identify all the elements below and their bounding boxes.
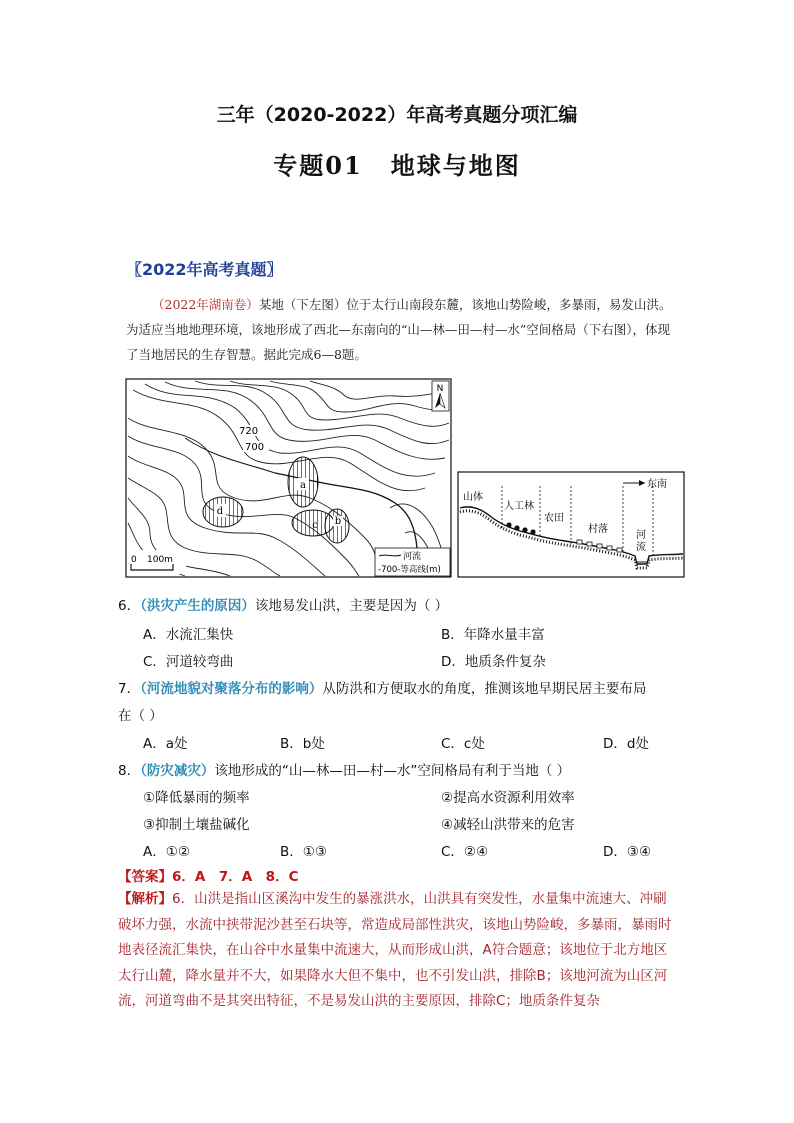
q6-option-c[interactable]: C．河道较弯曲 — [143, 654, 234, 670]
q8-option-c[interactable]: C．②④ — [441, 844, 489, 860]
explanation-text: 6．山洪是指山区溪沟中发生的暴涨洪水，山洪具有突发性，水量集中流速大、冲刷破坏力强，水流中挟带泥沙甚至石块等，常造成局部性洪灾，该地山势险峻，多暴雨，暴雨时地表径流汇集快，在山谷中水量集中流速大，从而形成山洪，A符合题意；该地位于北方地区太行山麓，降水量并不大，如果降水大但不集中，也不引发山洪，排除B；该地河流为山区河流，河道弯曲不是其突出特征，不是易发山洪的主要原因，排除C；地质条件复杂 — [118, 891, 672, 1009]
contour-label-720: 720 — [239, 426, 259, 437]
profile-forest-label: 人工林 — [504, 501, 534, 512]
question-6-number: 6． — [118, 598, 141, 614]
profile-mountain-label: 山体 — [463, 492, 483, 503]
explanation-paragraph — [118, 887, 678, 1015]
profile-river-label-2: 流 — [636, 542, 646, 553]
question-8-stem: 该地形成的“山—林—田—村—水”空间格局有利于当地（ ） — [214, 763, 571, 779]
zone-c-label: c — [312, 520, 318, 531]
profile-field-label: 农田 — [544, 513, 564, 524]
q8-option-b[interactable]: B．①③ — [280, 844, 327, 860]
answer-line — [118, 865, 298, 885]
q6-option-b[interactable]: B．年降水量丰富 — [441, 627, 545, 643]
q7-option-b[interactable]: B．b处 — [280, 736, 325, 752]
intro-paragraph — [126, 292, 674, 367]
q8-option-a[interactable]: A．①② — [143, 844, 190, 860]
intro-text: 某地（下左图）位于太行山南段东麓，该地山势险峻，多暴雨，易发山洪。为适应当地地理环境，该地形成了西北—东南向的“山—林—田—村—水”空间格局（下右图），体现了当地居民的生存智慧。据此完成6—8题。 — [126, 297, 672, 362]
question-7-tag: （河流地貌对聚落分布的影响） — [140, 681, 323, 697]
question-8-tag: （防灾减灾） — [140, 763, 215, 779]
explanation-label: 【解析】 — [118, 891, 172, 907]
q8-statement-2: ②提高水资源利用效率 — [441, 790, 575, 806]
q6-option-a[interactable]: A．水流汇集快 — [143, 627, 234, 643]
q7-option-d[interactable]: D．d处 — [603, 736, 649, 752]
profile-river-label-1: 河 — [636, 530, 646, 541]
q7-option-a[interactable]: A．a处 — [143, 736, 188, 752]
question-7 — [118, 677, 646, 697]
zone-b-label: b — [334, 516, 342, 527]
question-7-number: 7． — [118, 681, 141, 697]
answer-label: 【答案】 — [118, 869, 172, 885]
question-7-stem-cont: 在（ ） — [118, 708, 163, 724]
profile-diagram — [458, 472, 684, 577]
question-8 — [118, 759, 570, 779]
section-heading: 〖2022年高考真题〗 — [126, 260, 283, 279]
answer-text: 6．A 7．A 8．C — [172, 869, 299, 885]
direction-label: 东南 — [647, 479, 667, 490]
topic-name: 地球与地图 — [390, 151, 521, 180]
q7-option-c[interactable]: C．c处 — [441, 736, 485, 752]
q8-statement-3: ③抑制土壤盐碱化 — [143, 817, 250, 833]
question-6-stem: 该地易发山洪，主要是因为（ ） — [254, 598, 449, 614]
zone-d-label: d — [216, 506, 224, 517]
legend-contour-label: -700-等高线(m) — [378, 565, 441, 575]
q8-statement-4: ④减轻山洪带来的危害 — [441, 817, 575, 833]
figure-maps — [125, 378, 685, 580]
profile-village-label: 村落 — [588, 524, 608, 535]
question-7-stem: 从防洪和方便取水的角度，推测该地早期民居主要布局 — [322, 681, 647, 697]
legend-river-label: 河流 — [403, 552, 422, 562]
zone-a-label: a — [300, 480, 306, 491]
question-6-tag: （洪灾产生的原因） — [140, 598, 255, 614]
question-8-number: 8． — [118, 763, 141, 779]
question-6 — [118, 594, 448, 614]
q6-option-d[interactable]: D．地质条件复杂 — [441, 654, 546, 670]
topic-number: 专题01 — [273, 151, 363, 180]
scale-zero: 0 — [131, 555, 137, 565]
intro-source: （2022年湖南卷） — [152, 297, 259, 312]
north-label: N — [436, 384, 444, 394]
q8-statement-1: ①降低暴雨的频率 — [143, 790, 250, 806]
contour-label-700: 700 — [245, 442, 265, 453]
topic-title — [0, 146, 794, 181]
contour-map — [126, 379, 451, 577]
q8-option-d[interactable]: D．③④ — [603, 844, 652, 860]
scale-distance: 100m — [147, 555, 173, 565]
document-title: 三年（2020-2022）年高考真题分项汇编 — [216, 104, 578, 126]
